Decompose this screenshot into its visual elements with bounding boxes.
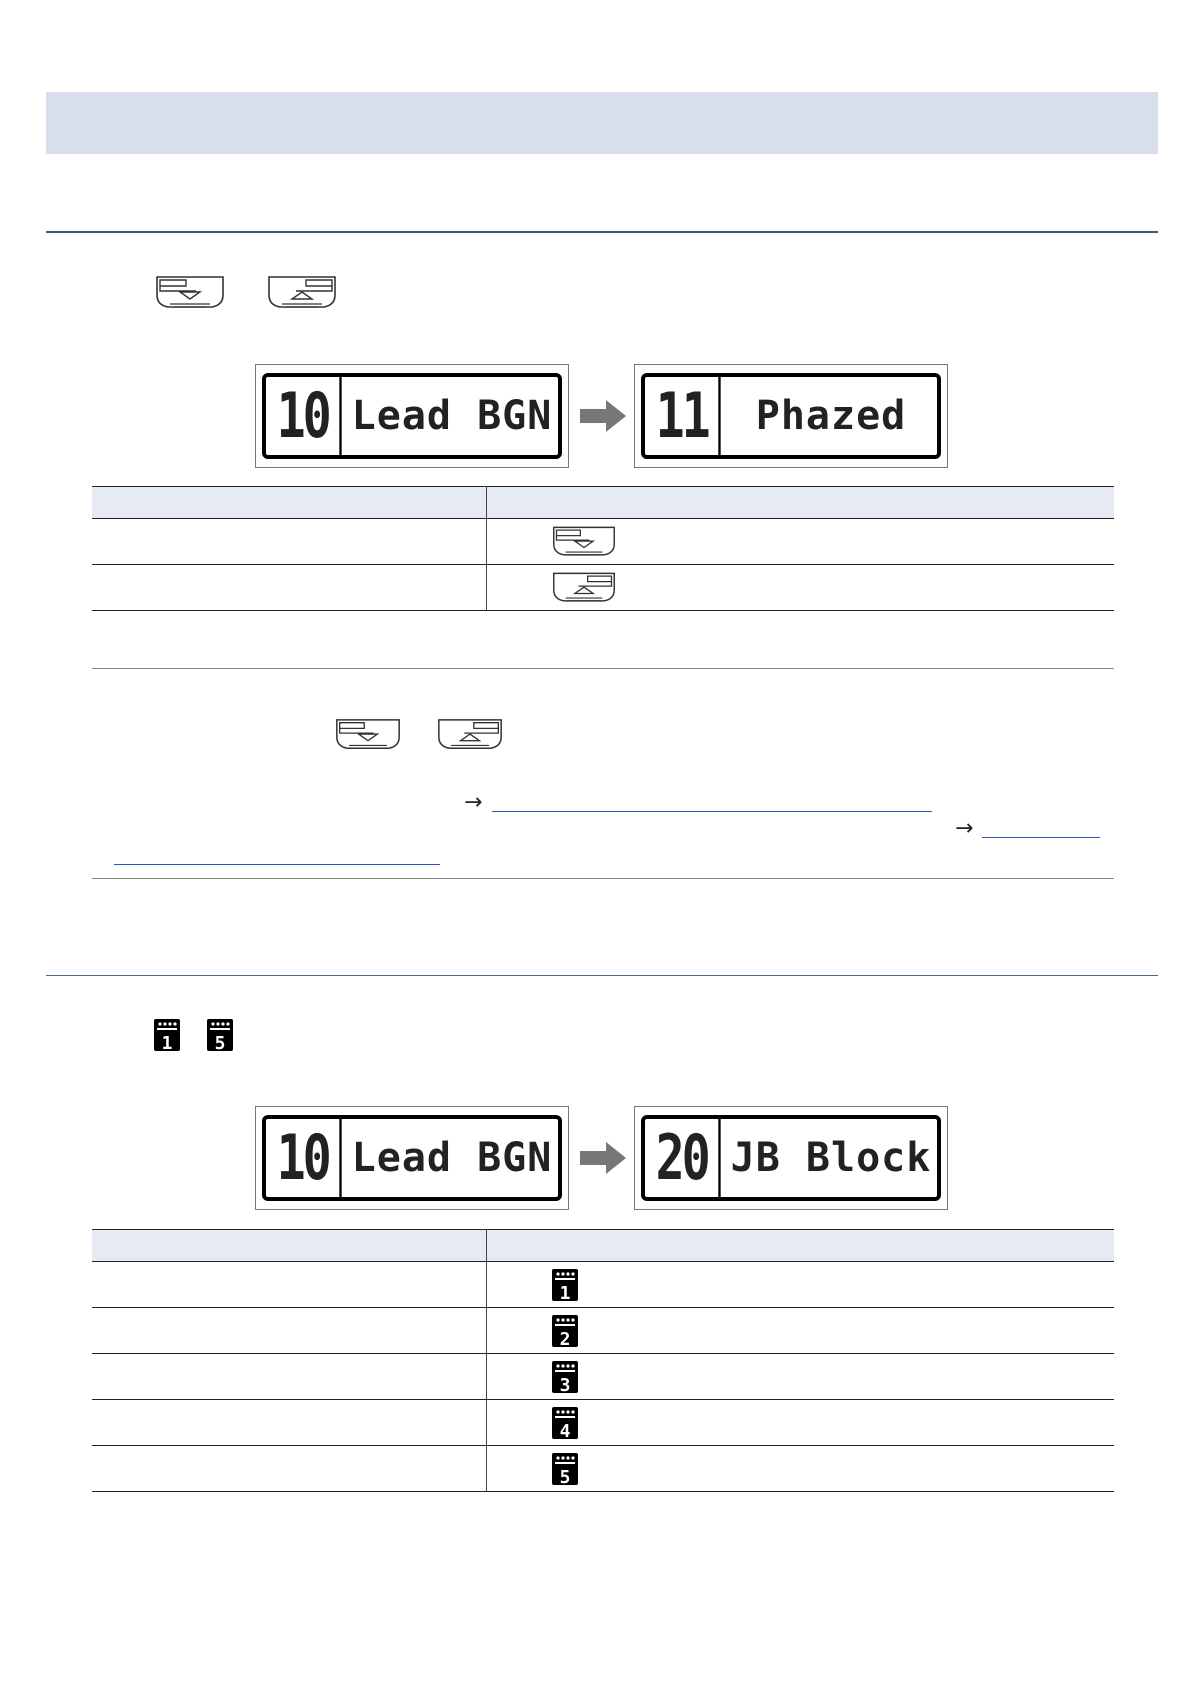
note-top-rule <box>92 668 1114 669</box>
footswitch-5-icon <box>551 1452 579 1486</box>
svg-text:5: 5 <box>214 1033 226 1052</box>
table-header-row <box>92 487 1114 519</box>
arrow-right-icon <box>578 1138 628 1178</box>
page-header-band <box>46 92 1158 154</box>
table-row <box>92 1400 1114 1446</box>
footswitch-number: 3 <box>559 1374 571 1394</box>
footswitch-number: 4 <box>559 1420 571 1440</box>
footswitch-table <box>92 1229 1114 1492</box>
footswitch-2-icon <box>551 1314 579 1348</box>
bank-up-button-icon <box>436 718 504 752</box>
patch-name: Lead BGN <box>351 1135 553 1181</box>
lcd-display-after <box>634 364 948 468</box>
table-row <box>92 519 1114 565</box>
section-rule <box>46 975 1158 976</box>
bank-up-button-icon <box>551 571 617 605</box>
lcd-display-before <box>255 1106 569 1210</box>
table-row <box>92 1446 1114 1492</box>
footswitch-1-icon <box>153 1018 181 1052</box>
reference-arrow: → <box>955 816 974 841</box>
svg-text:1: 1 <box>161 1033 173 1052</box>
table-row <box>92 1262 1114 1308</box>
reference-link[interactable] <box>114 864 440 865</box>
bank-down-button-icon <box>334 718 402 752</box>
patch-number: 20 <box>645 1119 721 1197</box>
bank-down-button-icon <box>551 525 617 559</box>
table-row <box>92 1354 1114 1400</box>
patch-number: 10 <box>266 377 342 455</box>
note-bottom-rule <box>92 878 1114 879</box>
footswitch-number: 2 <box>559 1328 571 1348</box>
bank-down-button-icon <box>154 275 226 311</box>
patch-number: 11 <box>645 377 721 455</box>
footswitch-4-icon <box>551 1406 579 1440</box>
bank-switch-table <box>92 486 1114 611</box>
reference-link[interactable] <box>982 837 1100 838</box>
table-row <box>92 1308 1114 1354</box>
lcd-display-after <box>634 1106 948 1210</box>
patch-name: Phazed <box>755 393 907 439</box>
reference-link[interactable] <box>492 811 932 812</box>
footswitch-number: 5 <box>559 1466 571 1486</box>
patch-name: Lead BGN <box>351 393 553 439</box>
section-rule <box>46 231 1158 233</box>
footswitch-1-icon <box>551 1268 579 1302</box>
lcd-display-before <box>255 364 569 468</box>
reference-arrow: → <box>464 790 483 815</box>
bank-up-button-icon <box>266 275 338 311</box>
footswitch-number: 1 <box>559 1282 571 1302</box>
table-header-row <box>92 1230 1114 1262</box>
patch-name: JB Block <box>730 1135 932 1181</box>
table-row <box>92 565 1114 611</box>
footswitch-3-icon <box>551 1360 579 1394</box>
footswitch-5-icon <box>206 1018 234 1052</box>
arrow-right-icon <box>578 396 628 436</box>
patch-number: 10 <box>266 1119 342 1197</box>
